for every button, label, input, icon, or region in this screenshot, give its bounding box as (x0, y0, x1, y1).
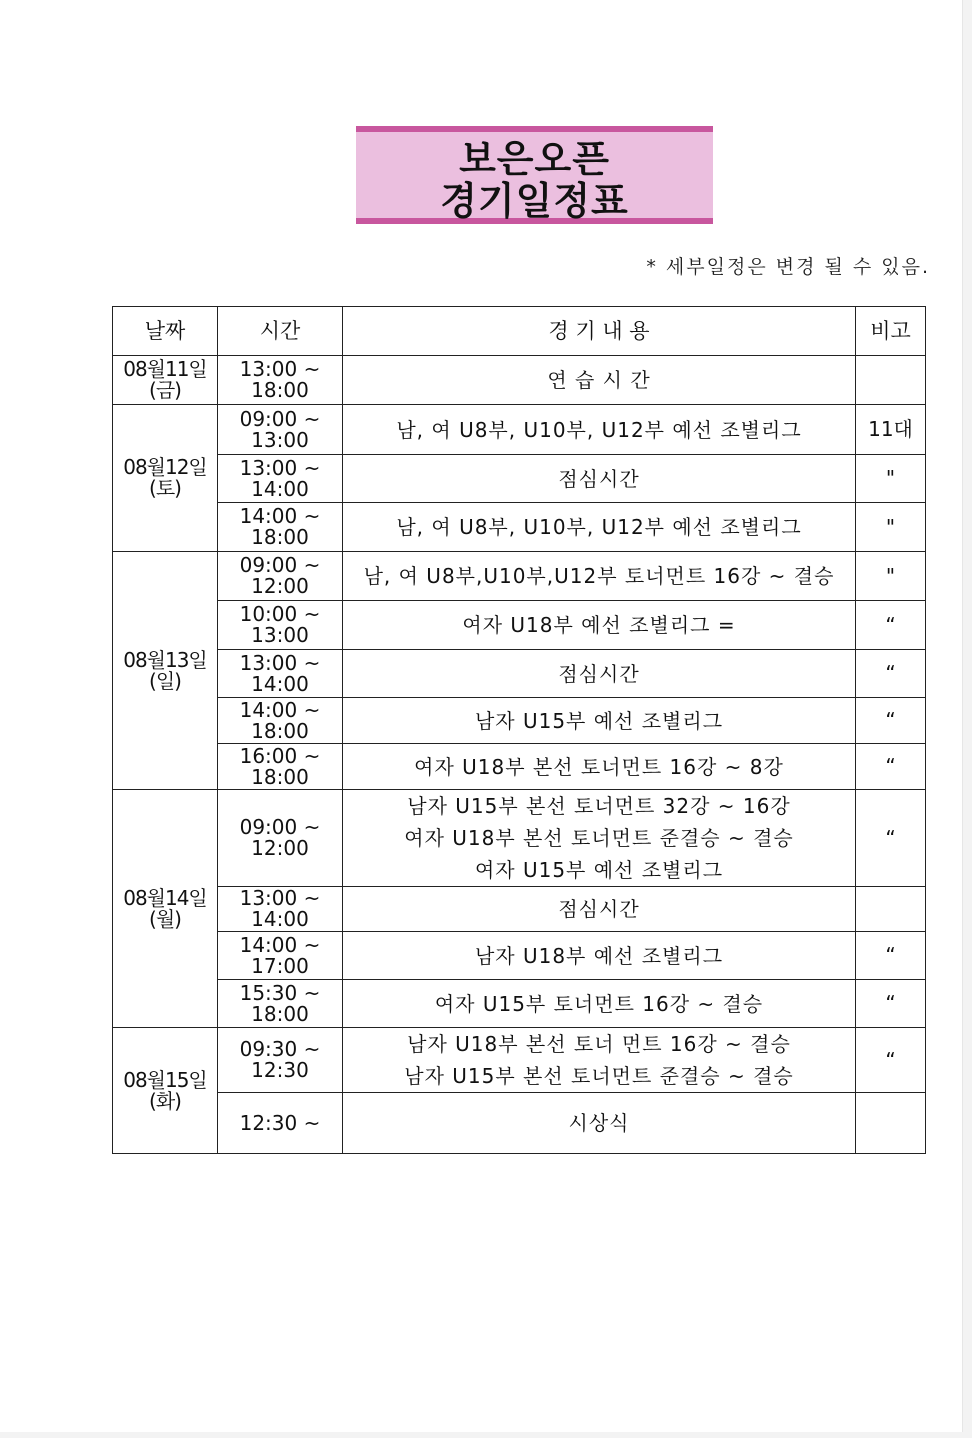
content-cell: 점심시간 (343, 650, 856, 698)
header-time: 시간 (218, 307, 343, 356)
remark-cell (856, 1093, 926, 1154)
table-row (113, 887, 926, 932)
time-cell: 14:00 ~ 18:00 (218, 503, 343, 552)
remark-cell: “ (856, 744, 926, 790)
content-cell: 남, 여 U8부,U10부,U12부 토너먼트 16강 ~ 결승 (343, 552, 856, 601)
remark-cell: “ (856, 790, 926, 887)
table-row (113, 744, 926, 790)
content-cell: 시상식 (343, 1093, 856, 1154)
header-remark: 비고 (856, 307, 926, 356)
content-cell: 남, 여 U8부, U10부, U12부 예선 조별리그 (343, 503, 856, 552)
content-cell: 연 습 시 간 (343, 356, 856, 405)
date-cell: 08월14일 (월) (113, 790, 218, 1028)
time-cell: 13:00 ~ 18:00 (218, 356, 343, 405)
table-row (113, 356, 926, 405)
remark-cell: " (856, 455, 926, 503)
table-row (113, 552, 926, 601)
title-line-1: 보은오픈 (459, 137, 610, 181)
remark-cell: " (856, 503, 926, 552)
remark-cell: “ (856, 1028, 926, 1093)
content-cell: 점심시간 (343, 887, 856, 932)
time-cell: 16:00 ~ 18:00 (218, 744, 343, 790)
content-cell: 남자 U18부 본선 토너 먼트 16강 ~ 결승 남자 U15부 본선 토너먼트 준결승 ~ 결승 (343, 1028, 856, 1093)
remark-cell: “ (856, 650, 926, 698)
table-row (113, 1093, 926, 1154)
table-row (113, 698, 926, 744)
date-cell: 08월13일 (일) (113, 552, 218, 790)
time-cell: 09:30 ~ 12:30 (218, 1028, 343, 1093)
time-cell: 09:00 ~ 13:00 (218, 405, 343, 455)
title-line-2: 경기일정표 (440, 179, 629, 223)
time-cell: 14:00 ~ 18:00 (218, 698, 343, 744)
date-cell: 08월15일 (화) (113, 1028, 218, 1154)
date-cell: 08월11일 (금) (113, 356, 218, 405)
content-cell: 남자 U18부 예선 조별리그 (343, 932, 856, 980)
header-date: 날짜 (113, 307, 218, 356)
time-cell: 10:00 ~ 13:00 (218, 601, 343, 650)
remark-cell: “ (856, 601, 926, 650)
content-cell: 여자 U18부 본선 토너먼트 16강 ~ 8강 (343, 744, 856, 790)
schedule-table (112, 306, 926, 1154)
content-cell: 남, 여 U8부, U10부, U12부 예선 조별리그 (343, 405, 856, 455)
header-row (113, 307, 926, 356)
content-cell: 남자 U15부 예선 조별리그 (343, 698, 856, 744)
time-cell: 12:30 ~ (218, 1093, 343, 1154)
table-row (113, 601, 926, 650)
table-row (113, 980, 926, 1028)
remark-cell: 11대 (856, 405, 926, 455)
remark-cell: " (856, 552, 926, 601)
time-cell: 09:00 ~ 12:00 (218, 790, 343, 887)
table-row (113, 455, 926, 503)
remark-cell: “ (856, 980, 926, 1028)
remark-cell (856, 356, 926, 405)
date-cell: 08월12일 (토) (113, 405, 218, 552)
table-row (113, 1028, 926, 1093)
time-cell: 13:00 ~ 14:00 (218, 887, 343, 932)
remark-cell: “ (856, 932, 926, 980)
content-cell: 점심시간 (343, 455, 856, 503)
time-cell: 13:00 ~ 14:00 (218, 650, 343, 698)
table-row (113, 790, 926, 887)
time-cell: 09:00 ~ 12:00 (218, 552, 343, 601)
content-cell: 남자 U15부 본선 토너먼트 32강 ~ 16강 여자 U18부 본선 토너먼트 준결승 ~ 결승 여자 U15부 예선 조별리그 (343, 790, 856, 887)
table-row (113, 650, 926, 698)
remark-cell: “ (856, 698, 926, 744)
table-row (113, 503, 926, 552)
schedule-change-note: * 세부일정은 변경 될 수 있음. (646, 256, 930, 278)
time-cell: 14:00 ~ 17:00 (218, 932, 343, 980)
content-cell: 여자 U18부 예선 조별리그 = (343, 601, 856, 650)
time-cell: 13:00 ~ 14:00 (218, 455, 343, 503)
header-content: 경 기 내 용 (343, 307, 856, 356)
table-row (113, 405, 926, 455)
table-row (113, 932, 926, 980)
remark-cell (856, 887, 926, 932)
content-cell: 여자 U15부 토너먼트 16강 ~ 결승 (343, 980, 856, 1028)
title-banner (356, 126, 713, 224)
time-cell: 15:30 ~ 18:00 (218, 980, 343, 1028)
